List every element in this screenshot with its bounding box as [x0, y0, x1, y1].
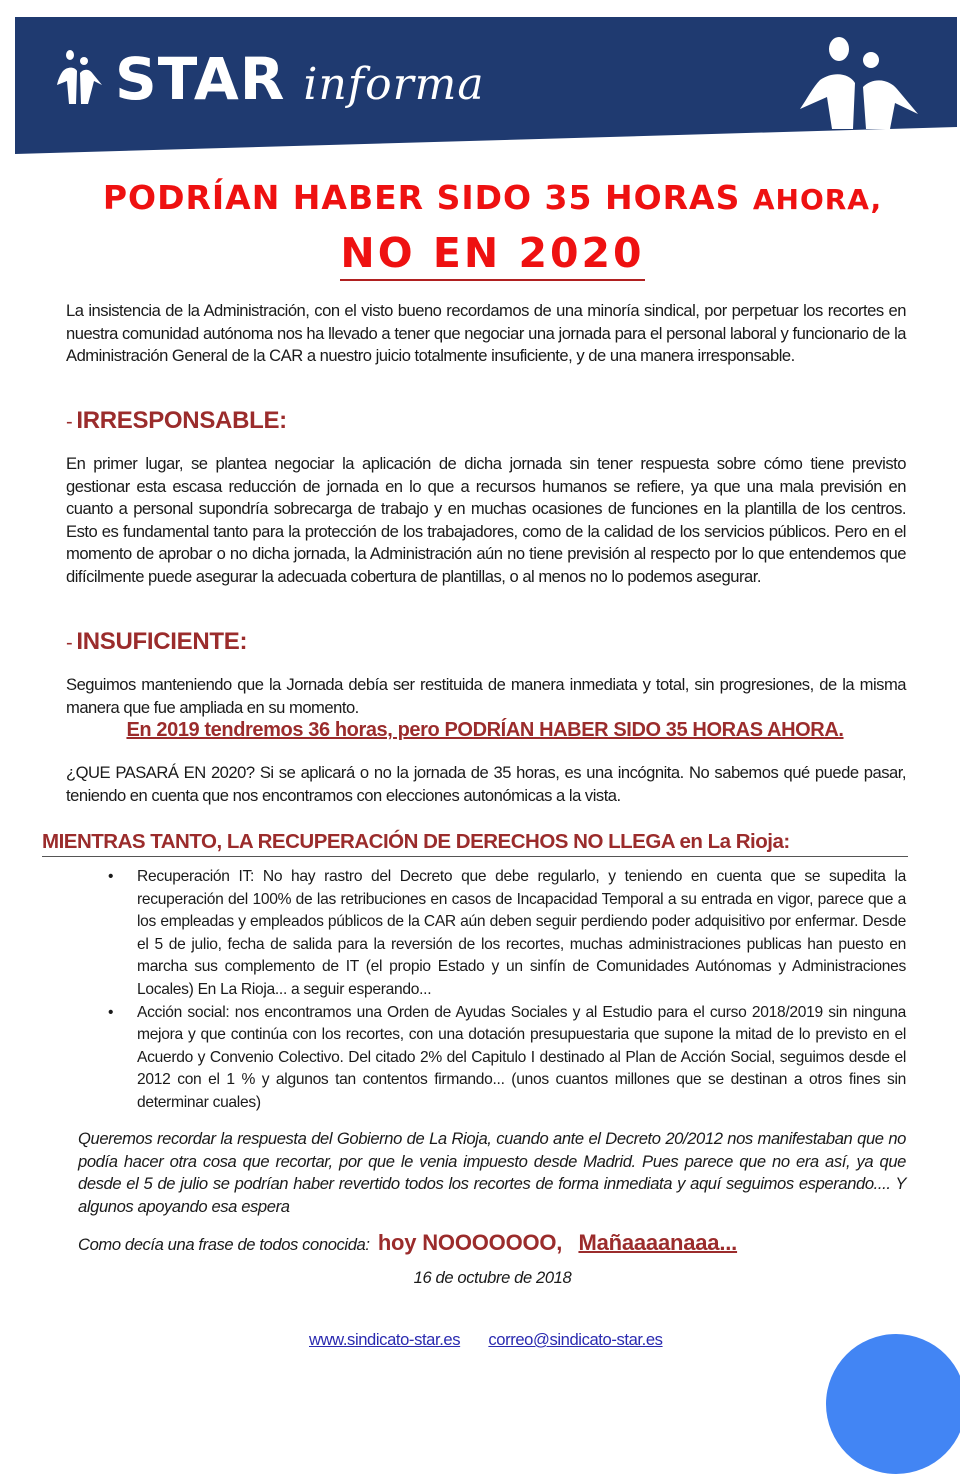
bullet-icon: • [108, 1003, 114, 1021]
website-link[interactable]: www.sindicato-star.es [309, 1330, 461, 1349]
followup-paragraph: ¿QUE PASARÁ EN 2020? Si se aplicará o no la jornada de 35 horas, es una incógnita. No sabemos qué puede pasar, teniendo en cuenta que nos encontramos con elecciones autonómicas a la vista. [66, 763, 906, 805]
saying-manana: Mañaaaanaaa... [578, 1230, 738, 1255]
highlight-text: En 2019 tendremos 36 horas, pero PODRÍAN HABER SIDO 35 HORAS AHORA. [126, 719, 844, 741]
heading-dash: - [66, 411, 73, 433]
heading-dash: - [66, 632, 73, 654]
list-item [100, 1002, 906, 1115]
section-heading-insuficiente [66, 628, 247, 656]
section-heading-irresponsable [66, 407, 287, 435]
page-title-line2 [0, 229, 960, 281]
footer-links [309, 1330, 663, 1350]
rights-list [100, 866, 906, 1115]
insuficiente-paragraph: Seguimos manteniendo que la Jornada debía ser restituida de manera inmediata y total, sin progresiones, de la misma manera que fue ampliada en su momento. [66, 675, 906, 717]
heading-text: IRRESPONSABLE: [76, 407, 287, 434]
rights-heading: MIENTRAS TANTO, LA RECUPERACIÓN DE DERECHOS NO LLEGA en La Rioja: [42, 830, 908, 857]
list-item [100, 866, 906, 1002]
email-link[interactable]: correo@sindicato-star.es [488, 1330, 663, 1349]
brand-logo [55, 44, 485, 114]
saying-prefix: Como decía una frase de todos conocida: [78, 1235, 370, 1254]
title-line2-text: NO EN 2020 [340, 229, 644, 281]
floating-action-button[interactable] [826, 1334, 960, 1474]
title-main: PODRÍAN HABER SIDO 35 HORAS [102, 178, 741, 217]
bullet-icon: • [108, 868, 114, 885]
closing-saying [78, 1230, 737, 1256]
saying-hoy: hoy NOOOOOOO, [377, 1230, 563, 1255]
brand-subtitle: informa [303, 59, 485, 110]
irresponsable-paragraph: En primer lugar, se plantea negociar la aplicación de dicha jornada sin tener respuesta sobre cómo tiene previsto gestionar esta escasa reducción de jornada en lo que a recursos humanos se refiere, ya que una mala previsión en cuanto a personal supondría sobrecarga de trabajo y en muchas ocasiones de funciones en la plantilla de los centros. Esto es fundamental tanto para la protección de los trabajadores, como de la calidad de los servicios públicos. Pero en el momento de aprobar o no dicha jornada, la Administración aún no tiene previsión al respecto por lo que entendemos que difícilmente puede asegurar la adecuada cobertura de plantillas, o al menos no lo podemos asegurar. [66, 454, 906, 586]
title-small: AHORA, [752, 183, 883, 216]
brand-name: STAR [115, 45, 286, 113]
list-item-text: Recuperación IT: No hay rastro del Decreto que debe regularlo, y teniendo en cuenta que se supedita la recuperación del 100% de las retribuciones en casos de Incapacidad Temporal a su entrada en vigor, parece que a los empleadas y empleados públicos de la CAR aún deben seguir perdiendo poder adquisitivo por enfermar. Desde el 5 de julio, fecha de salida para la reversión de los recortes, muchas administraciones publicas han puesto en marcha sus complemento de IT (el propio Estado y un sinfín de Comunidades Autónomas y Administraciones Locales) En La Rioja... a seguir esperando... [137, 868, 906, 998]
intro-paragraph: La insistencia de la Administración, con el visto bueno recordamos de una minoría sindical, por perpetuar los recortes en nuestra comunidad autónoma nos ha llevado a tener que negociar una jornada para el personal laboral y funcionario de la Administración General de la CAR a nuestro juicio totalmente insuficiente, y de una manera irresponsable. [66, 301, 906, 366]
page-title-line1 [0, 178, 960, 217]
highlight-statement [0, 719, 960, 742]
closing-quote: Queremos recordar la respuesta del Gobierno de La Rioja, cuando ante el Decreto 20/2012 nos manifestaban que no podía hacer otra cosa que recortar, por que le venia impuesto desde Madrid. Pues parece que no era así, ya que desde el 5 de julio se podrían haber revertido todos los recortes de forma inmediata y aquí seguimos esperando.... Y algunos apoyando esa espera [78, 1129, 906, 1216]
list-item-text: Acción social: nos encontramos una Orden de Ayudas Sociales y al Estudio para el curso 2018/2019 sin ninguna mejora y que continúa con los recortes, con una dotación presupuestaria que supone la mitad de lo previsto en el Acuerdo y Convenio Colectivo. Del citado 2% del Capitulo I destinado al Plan de Acción Social, seguimos desde el 2012 con el 1 % y algunos tan contentos firmando... (unos cuantos millones que se destinan a otros fines sin determinar cuales) [137, 1003, 906, 1111]
star-figures-icon [55, 49, 105, 109]
heading-text: INSUFICIENTE: [76, 628, 248, 655]
document-date: 16 de octubre de 2018 [413, 1268, 572, 1287]
